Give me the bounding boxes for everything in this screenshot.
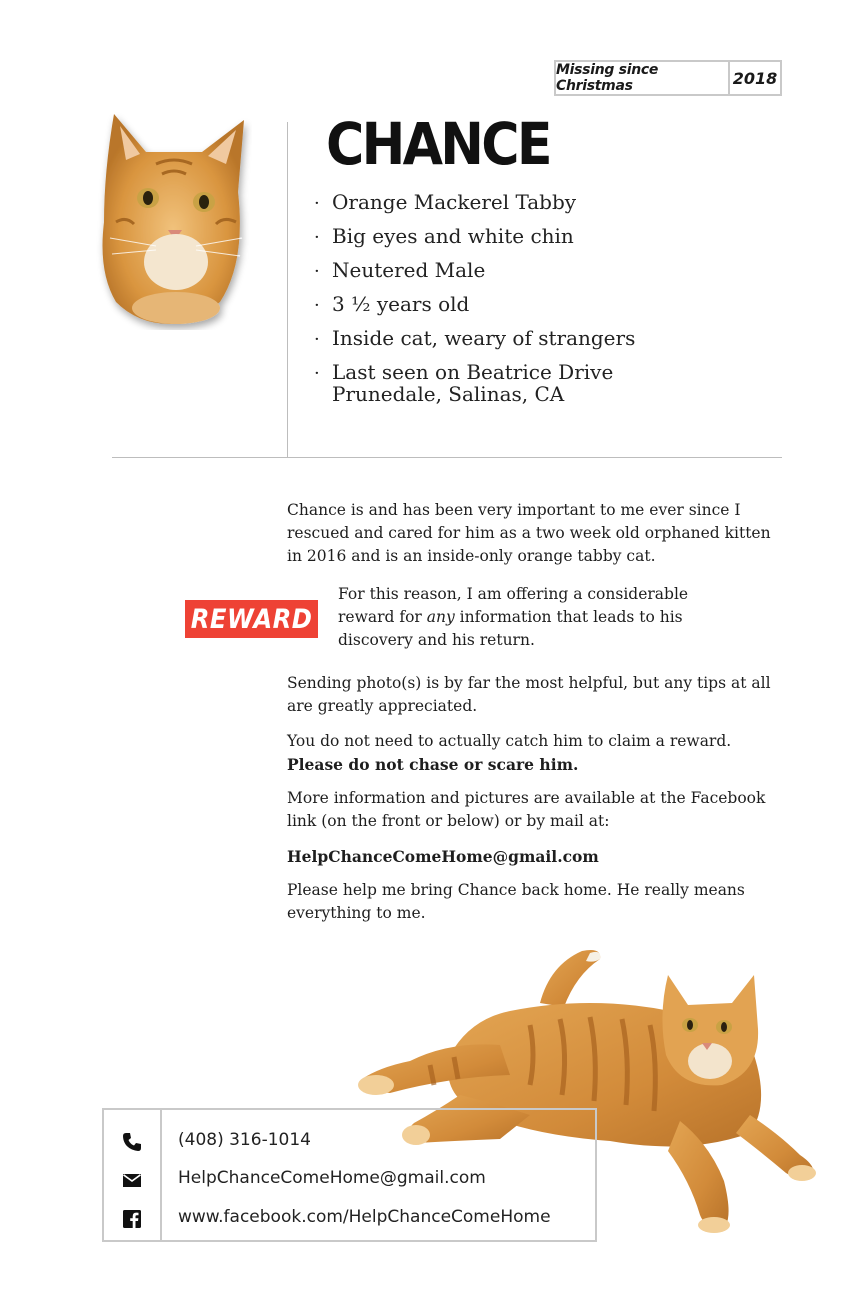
trait-item: · Orange Mackerel Tabby bbox=[314, 190, 577, 214]
more-info-paragraph: More information and pictures are available at the Facebook link (on the front or below) or by mail at: bbox=[287, 789, 766, 830]
trait-item: · Last seen on Beatrice Drive bbox=[314, 360, 614, 384]
trait-item: · Neutered Male bbox=[314, 258, 486, 282]
horizontal-divider bbox=[112, 457, 782, 458]
reward-paragraph: For this reason, I am offering a considerable reward for any information that leads to his discovery and his return. bbox=[338, 585, 689, 649]
facebook-icon bbox=[122, 1209, 142, 1229]
trait-list bbox=[314, 186, 635, 390]
trait-item: · Inside cat, weary of strangers bbox=[314, 326, 636, 350]
envelope-icon bbox=[122, 1170, 142, 1190]
contact-row-phone[interactable] bbox=[104, 1122, 595, 1160]
do-not-chase-paragraph: You do not need to actually catch him to claim a reward. Please do not chase or scare him. bbox=[287, 732, 732, 774]
missing-since-box bbox=[554, 60, 782, 96]
trait-item: · Big eyes and white chin bbox=[314, 224, 574, 248]
closing-paragraph: Please help me bring Chance back home. He really means everything to me. bbox=[287, 881, 745, 922]
photo-tips-paragraph: Sending photo(s) is by far the most helpful, but any tips at all are greatly appreciated. bbox=[287, 674, 771, 715]
contact-box bbox=[102, 1108, 597, 1242]
cat-portrait-photo bbox=[96, 112, 252, 330]
phone-icon bbox=[122, 1132, 142, 1152]
story-paragraph-1: Chance is and has been very important to me ever since I rescued and cared for him as a two week old orphaned kitten in 2016 and is an inside-only orange tabby cat. bbox=[287, 501, 771, 565]
missing-year: 2018 bbox=[732, 68, 778, 88]
contact-row-facebook[interactable] bbox=[104, 1199, 595, 1237]
contact-row-email[interactable] bbox=[104, 1160, 595, 1198]
reward-badge bbox=[185, 600, 318, 638]
last-seen-location: Prunedale, Salinas, CA bbox=[332, 382, 565, 406]
trait-item: · 3 ½ years old bbox=[314, 292, 470, 316]
reward-badge-label: REWARD bbox=[190, 603, 313, 635]
cat-name-heading: CHANCE bbox=[326, 110, 550, 178]
vertical-divider bbox=[287, 122, 288, 458]
facebook-link[interactable]: www.facebook.com/HelpChanceComeHome bbox=[178, 1207, 551, 1227]
contact-email-highlight[interactable]: HelpChanceComeHome@gmail.com bbox=[287, 847, 599, 866]
phone-number[interactable]: (408) 316-1014 bbox=[178, 1130, 311, 1150]
email-address[interactable]: HelpChanceComeHome@gmail.com bbox=[178, 1168, 486, 1188]
missing-since-label: Missing since Christmas bbox=[556, 62, 730, 94]
